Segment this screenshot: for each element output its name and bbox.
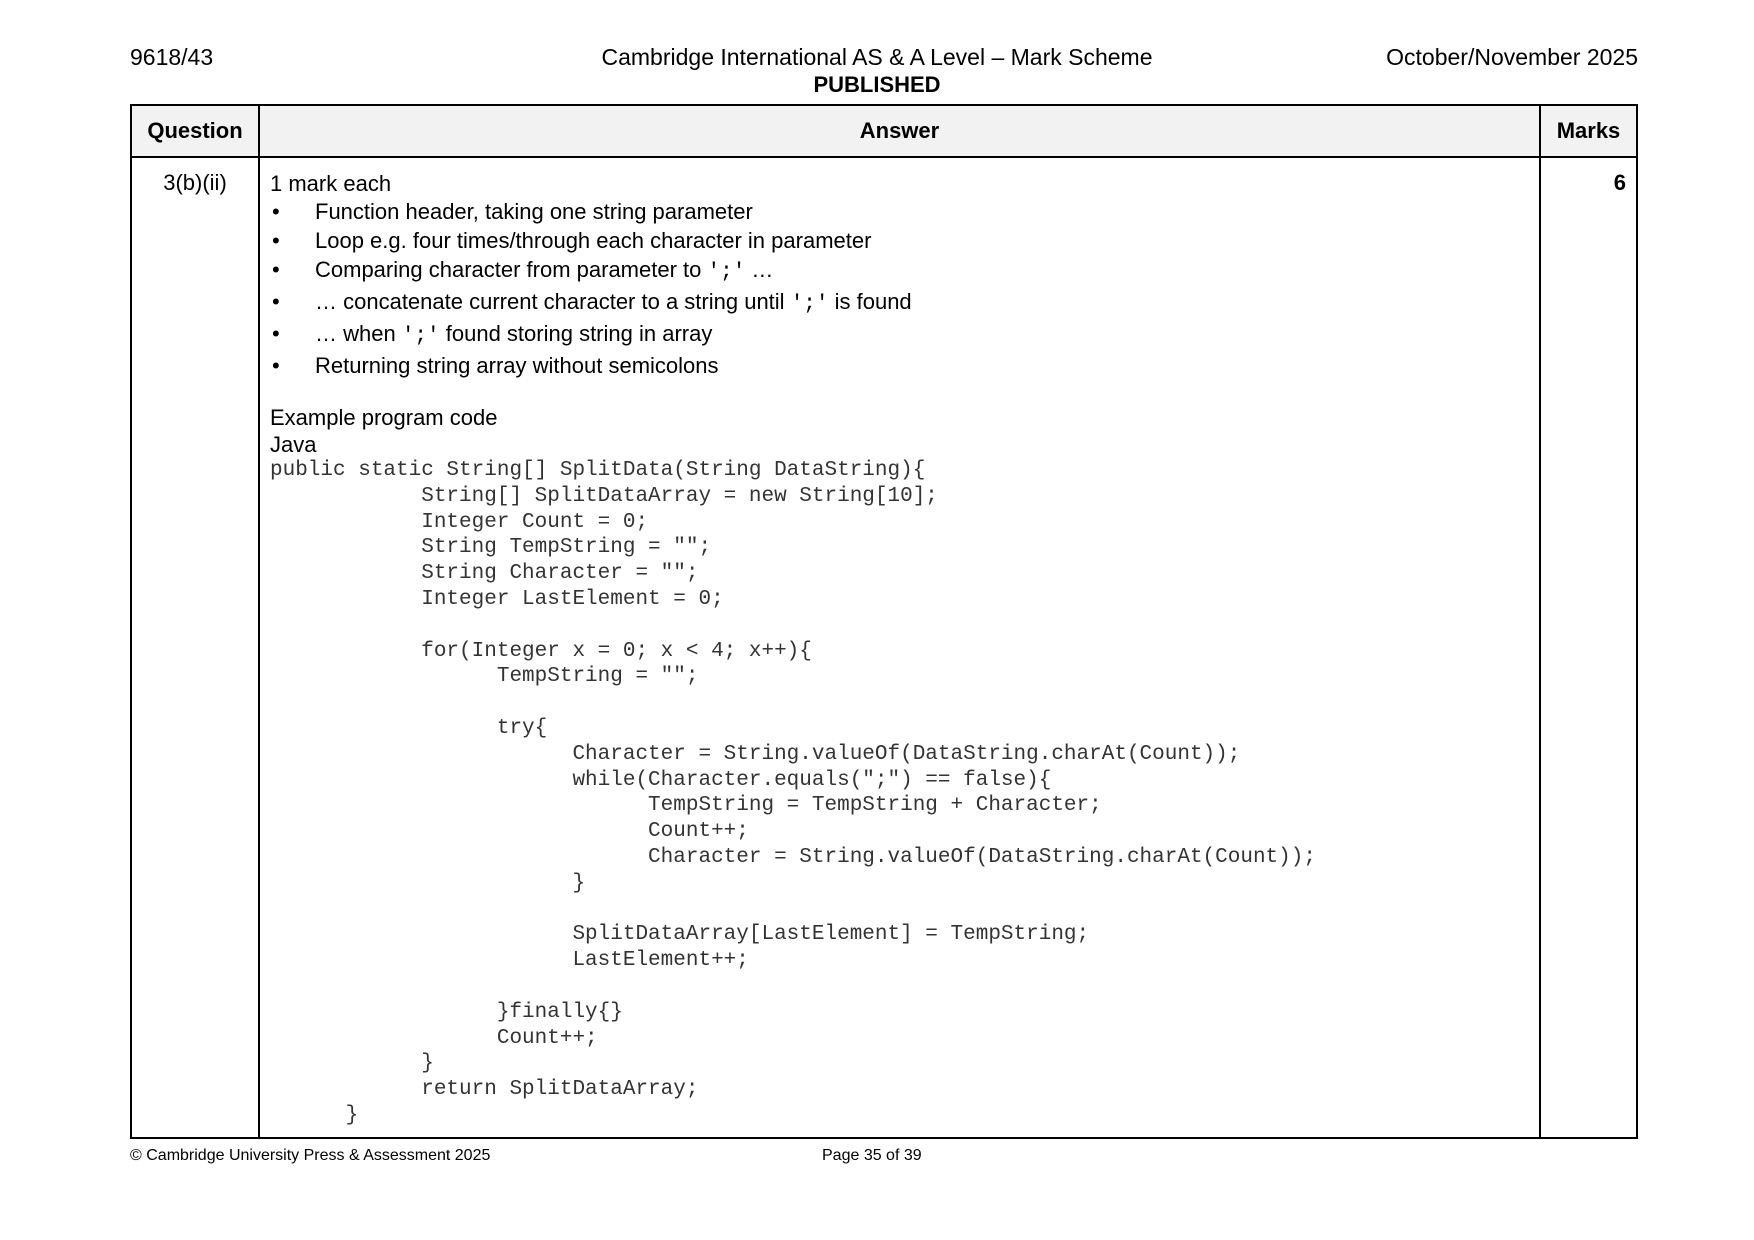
mark-instruction: 1 mark each bbox=[270, 171, 392, 196]
marking-point-text: Comparing character from parameter to bbox=[315, 257, 708, 282]
paper-code: 9618/43 bbox=[130, 44, 214, 70]
code-line: TempString = ""; bbox=[270, 665, 699, 689]
exam-session: October/November 2025 bbox=[1386, 44, 1638, 70]
code-line bbox=[270, 690, 1529, 716]
code-line: String TempString = ""; bbox=[270, 536, 712, 560]
code-line: }finally{} bbox=[270, 1000, 623, 1024]
question-column-header: Question bbox=[131, 105, 259, 157]
code-line: } bbox=[270, 1103, 359, 1127]
code-line bbox=[270, 613, 1529, 639]
marking-point-text: … when bbox=[315, 321, 402, 346]
code-line: try{ bbox=[270, 716, 548, 740]
code-line: SplitDataArray[LastElement] = TempString; bbox=[270, 923, 1090, 947]
marks-column-header: Marks bbox=[1540, 105, 1637, 157]
code-block bbox=[270, 458, 1529, 1129]
marking-point-code: ';' bbox=[401, 325, 440, 348]
code-line: for(Integer x = 0; x < 4; x++){ bbox=[270, 639, 812, 663]
code-line: Integer LastElement = 0; bbox=[270, 587, 724, 611]
code-line bbox=[270, 897, 1529, 923]
answer-cell bbox=[259, 157, 1540, 1138]
marking-point-code: ';' bbox=[707, 261, 746, 284]
code-line: TempString = TempString + Character; bbox=[270, 794, 1102, 818]
code-line: Count++; bbox=[270, 820, 749, 844]
marking-point-text: … concatenate current character to a string until bbox=[315, 289, 791, 314]
marks-value: 6 bbox=[1540, 157, 1637, 1138]
answer-column-header: Answer bbox=[259, 105, 1540, 157]
table-row bbox=[131, 157, 1637, 1138]
code-line: } bbox=[270, 871, 586, 895]
marking-point bbox=[270, 319, 1529, 351]
marking-point-text: Function header, taking one string parameter bbox=[315, 199, 753, 224]
marking-point bbox=[270, 197, 1529, 226]
code-line: String Character = ""; bbox=[270, 562, 699, 586]
table-header-row bbox=[131, 105, 1637, 157]
marking-point-text: … bbox=[745, 257, 774, 282]
code-line: Character = String.valueOf(DataString.charAt(Count)); bbox=[270, 845, 1316, 869]
marking-point-text: Loop e.g. four times/through each character in parameter bbox=[315, 228, 872, 253]
code-line: Character = String.valueOf(DataString.charAt(Count)); bbox=[270, 742, 1241, 766]
published-label: PUBLISHED bbox=[813, 72, 941, 97]
marking-point-text: is found bbox=[828, 289, 912, 314]
code-line: String[] SplitDataArray = new String[10]; bbox=[270, 484, 938, 508]
marking-point bbox=[270, 351, 1529, 380]
language-label: Java bbox=[270, 432, 317, 457]
page-number: Page 35 of 39 bbox=[822, 1147, 922, 1164]
marking-point bbox=[270, 255, 1529, 287]
page-header bbox=[0, 0, 1754, 100]
code-line bbox=[270, 974, 1529, 1000]
code-line: while(Character.equals(";") == false){ bbox=[270, 768, 1052, 792]
code-line: public static String[] SplitData(String DataString){ bbox=[270, 459, 926, 482]
code-line: Integer Count = 0; bbox=[270, 510, 649, 534]
marking-point-text: Returning string array without semicolons bbox=[315, 353, 719, 378]
code-line: Count++; bbox=[270, 1026, 598, 1050]
question-number: 3(b)(ii) bbox=[131, 157, 259, 1138]
marking-point-text: found storing string in array bbox=[439, 321, 713, 346]
marking-point bbox=[270, 287, 1529, 319]
marking-points-list bbox=[270, 197, 1529, 380]
marking-point bbox=[270, 226, 1529, 255]
code-line: } bbox=[270, 1052, 434, 1076]
copyright-notice: © Cambridge University Press & Assessment 2025 bbox=[130, 1147, 491, 1164]
code-line: return SplitDataArray; bbox=[270, 1078, 699, 1102]
mark-scheme-table bbox=[130, 104, 1638, 1139]
code-line: LastElement++; bbox=[270, 949, 749, 973]
example-heading: Example program code bbox=[270, 405, 498, 430]
document-title: Cambridge International AS & A Level – Mark Scheme bbox=[601, 44, 1153, 70]
marking-point-code: ';' bbox=[790, 293, 829, 316]
